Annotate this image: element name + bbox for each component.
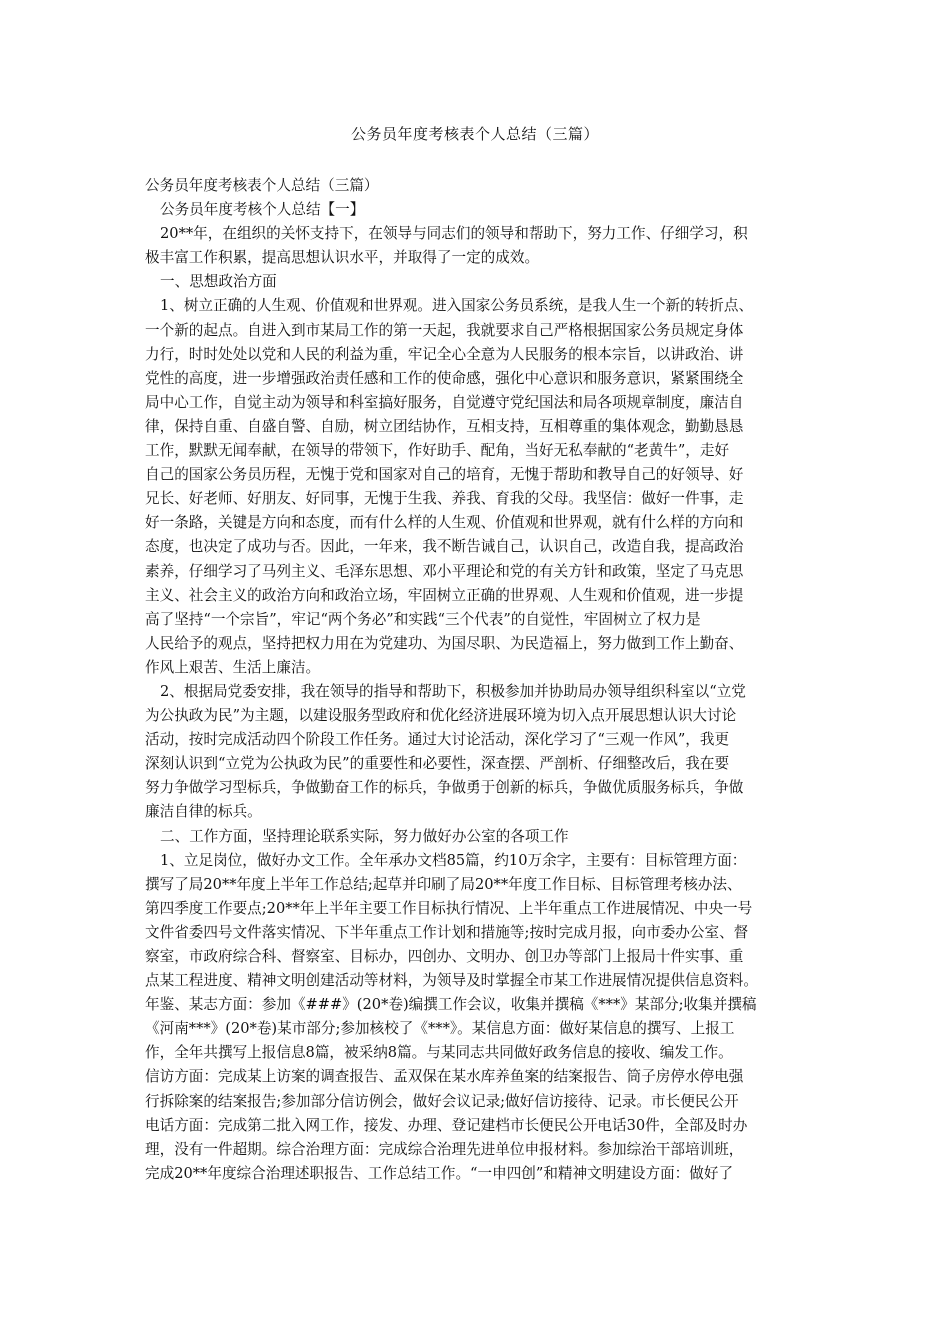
body-line: 理，没有一件超期。综合治理方面：完成综合治理先进单位申报材料。参加综治干部培训班， xyxy=(145,1140,744,1158)
body-line: 公务员年度考核表个人总结（三篇） xyxy=(145,177,379,194)
body-line: 努力争做学习型标兵，争做勤奋工作的标兵，争做勇于创新的标兵，争做优质服务标兵，争做 xyxy=(145,779,744,797)
body-line: 电话方面：完成第二批入网工作，接发、办理、登记建档市长便民公开电话30件，全部及时办 xyxy=(145,1116,748,1134)
body-line: 1、立足岗位，做好办文工作。全年承办文档85篇，约10万余字，主要有：目标管理方面： xyxy=(160,851,747,869)
document-body xyxy=(145,174,805,1186)
body-line: 点某工程进度、精神文明创建活动等材料，为领导及时掌握全市某工作进展情况提供信息资料。 xyxy=(145,972,758,990)
body-line: 文件省委四号文件落实情况、下半年重点工作计划和措施等;按时完成月报，向市委办公室、督 xyxy=(145,923,749,941)
body-line: 人民给予的观点，坚持把权力用在为党建功、为国尽职、为民造福上，努力做到工作上勤奋、 xyxy=(145,634,744,652)
body-line: 高了坚持“一个宗旨”，牢记“两个务必”和实践“三个代表”的自觉性，牢固树立了权力是 xyxy=(145,610,701,628)
body-line: 自己的国家公务员历程，无愧于党和国家对自己的培育，无愧于帮助和教导自己的好领导、好 xyxy=(145,466,744,484)
body-line: 20**年，在组织的关怀支持下，在领导与同志们的领导和帮助下，努力工作、仔细学习，积 xyxy=(160,225,748,243)
body-line: 1、树立正确的人生观、价值观和世界观。进入国家公务员系统，是我人生一个新的转折点、 xyxy=(160,297,754,315)
body-line: 律，保持自重、自盛自警、自励，树立团结协作，互相支持，互相尊重的集体观念，勤勤恳恳 xyxy=(145,417,744,435)
body-line: 兄长、好老师、好朋友、好同事，无愧于生我、养我、育我的父母。我坚信：做好一件事，走 xyxy=(145,490,744,508)
document-page xyxy=(145,122,805,1186)
body-line: 《河南***》(20*卷)某市部分;参加核校了《***》。某信息方面：做好某信息的撰写、上报工 xyxy=(145,1020,735,1038)
body-line: 年鉴、某志方面：参加《###》(20*卷)编撰工作会议，收集并撰稿《***》某部分;收集并撰稿 xyxy=(145,996,757,1014)
document-title: 公务员年度考核表个人总结（三篇） xyxy=(350,125,599,143)
body-line: 主义、社会主义的政治方向和政治立场，牢固树立正确的世界观、人生观和价值观，进一步提 xyxy=(145,586,744,604)
body-line: 信访方面：完成某上访案的调查报告、孟双保在某水库养鱼案的结案报告、筒子房停水停电强 xyxy=(145,1068,744,1086)
body-line: 局中心工作，自觉主动为领导和科室搞好服务，自觉遵守党纪国法和局各项规章制度，廉洁自 xyxy=(145,393,744,411)
body-line: 党性的高度，进一步增强政治责任感和工作的使命感，强化中心意识和服务意识，紧紧围绕全 xyxy=(145,369,744,387)
body-line: 2、根据局党委安排，我在领导的指导和帮助下，积极参加并协助局办领导组织科室以“立党 xyxy=(160,682,746,700)
body-line: 察室，市政府综合科、督察室、目标办，四创办、文明办、创卫办等部门上报局十件实事、重 xyxy=(145,948,744,965)
body-line: 一个新的起点。自进入到市某局工作的第一天起，我就要求自己严格根据国家公务员规定身体 xyxy=(145,321,744,339)
body-line: 态度，也决定了成功与否。因此，一年来，我不断告诫自己，认识自己，改造自我，提高政治 xyxy=(145,538,744,556)
body-line: 极丰富工作积累，提高思想认识水平，并取得了一定的成效。 xyxy=(145,249,540,267)
body-line: 好一条路，关键是方向和态度，而有什么样的人生观、价值观和世界观，就有什么样的方向和 xyxy=(145,514,744,532)
body-line: 公务员年度考核个人总结【一】 xyxy=(160,201,365,219)
body-line: 行拆除案的结案报告;参加部分信访例会，做好会议记录;做好信访接待、记录。市长便民公开 xyxy=(145,1092,739,1110)
body-line: 第四季度工作要点;20**年上半年主要工作目标执行情况、上半年重点工作进展情况、中央一号 xyxy=(145,899,753,917)
body-line: 二、工作方面，坚持理论联系实际，努力做好办公室的各项工作 xyxy=(160,827,569,845)
body-line: 为公执政为民”为主题，以建设服务型政府和优化经济进展环境为切入点开展思想认识大讨论 xyxy=(145,707,737,725)
body-line: 撰写了局20**年度上半年工作总结;起草并印刷了局20**年度工作目标、目标管理考核办法、 xyxy=(145,875,742,893)
body-line: 一、思想政治方面 xyxy=(160,273,277,291)
body-line: 作，全年共撰写上报信息8篇，被采纳8篇。与某同志共同做好政务信息的接收、编发工作。 xyxy=(145,1044,733,1062)
body-line: 工作，默默无闻奉献，在领导的带领下，作好助手、配角，当好无私奉献的“老黄牛”，走好 xyxy=(145,442,730,460)
body-line: 活动，按时完成活动四个阶段工作任务。通过大讨论活动，深化学习了“三观一作风”，我更 xyxy=(145,731,730,749)
body-line: 深刻认识到“立党为公执政为民”的重要性和必要性，深查摆、严剖析、仔细整改后，我在要 xyxy=(145,755,730,773)
body-line: 廉洁自律的标兵。 xyxy=(145,803,262,821)
body-line: 力行，时时处处以党和人民的利益为重，牢记全心全意为人民服务的根本宗旨，以讲政治、讲 xyxy=(145,345,744,363)
body-line: 素养，仔细学习了马列主义、毛泽东思想、邓小平理论和党的有关方针和政策，坚定了马克思 xyxy=(145,562,744,580)
body-line: 作风上艰苦、生活上廉洁。 xyxy=(145,658,321,676)
body-line: 完成20**年度综合治理述职报告、工作总结工作。“一申四创”和精神文明建设方面：做好了 xyxy=(145,1164,734,1182)
